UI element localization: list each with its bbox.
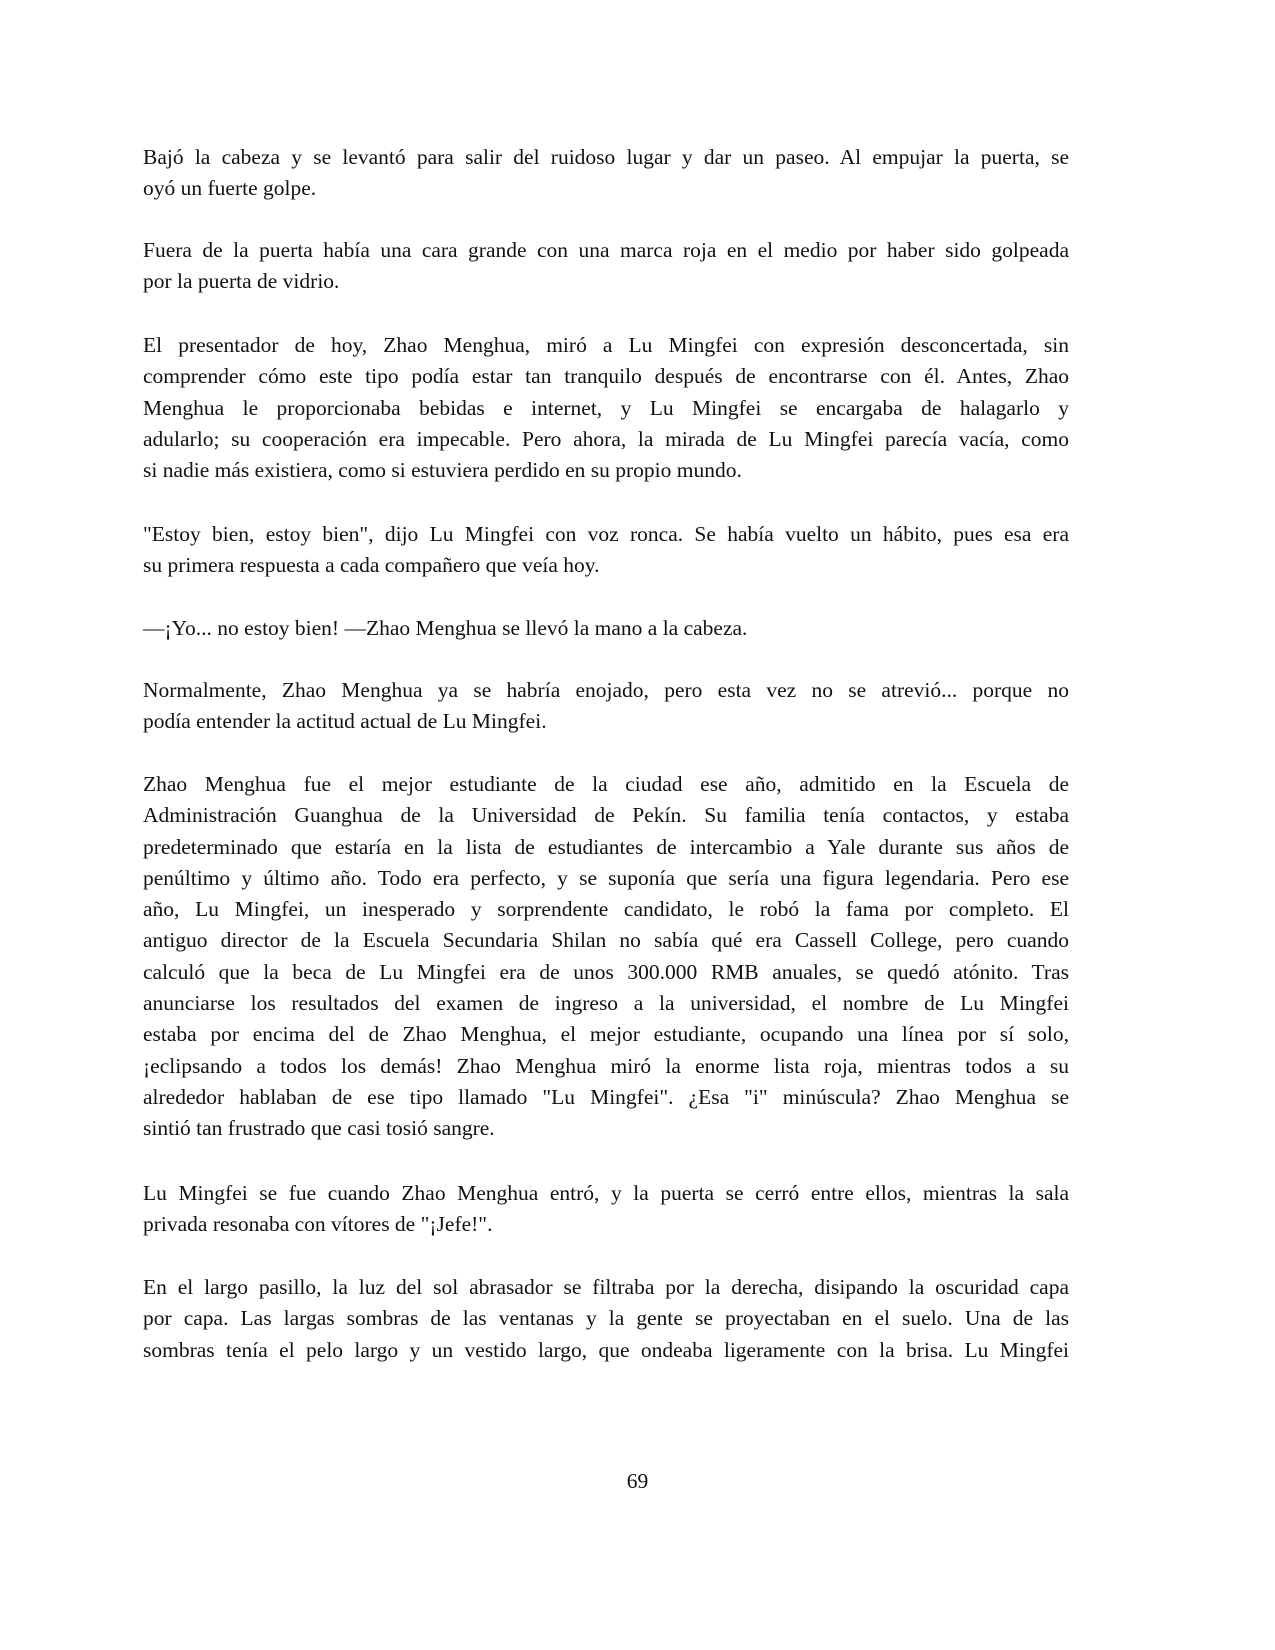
text-line: anunciarse los resultados del examen de ingreso a la universidad, el nombre de Lu Mingfei <box>143 991 1069 1016</box>
text-line: por la puerta de vidrio. <box>143 269 340 294</box>
text-line: Fuera de la puerta había una cara grande con una marca roja en el medio por haber sido golpeada <box>143 238 1069 262</box>
text-line: —¡Yo... no estoy bien! —Zhao Menghua se llevó la mano a la cabeza. <box>143 616 748 640</box>
text-line: "Estoy bien, estoy bien", dijo Lu Mingfei con voz ronca. Se había vuelto un hábito, pues esa era <box>143 522 1069 546</box>
text-line: si nadie más existiera, como si estuviera perdido en su propio mundo. <box>143 458 742 483</box>
text-line: calculó que la beca de Lu Mingfei era de unos 300.000 RMB anuales, se quedó atónito. Tras <box>143 959 1069 984</box>
text-line: Lu Mingfei se fue cuando Zhao Menghua entró, y la puerta se cerró entre ellos, mientras la sala <box>143 1181 1069 1205</box>
paragraph <box>143 235 1069 298</box>
text-line: Menghua le proporcionaba bebidas e internet, y Lu Mingfei se encargaba de halagarlo y <box>143 395 1069 420</box>
paragraph <box>143 519 1069 582</box>
text-line: su primera respuesta a cada compañero que veía hoy. <box>143 553 600 578</box>
page-number: 69 <box>626 1469 649 1493</box>
text-line: oyó un fuerte golpe. <box>143 176 317 201</box>
text-line: En el largo pasillo, la luz del sol abrasador se filtraba por la derecha, disipando la oscuridad capa <box>143 1275 1069 1299</box>
text-line: comprender cómo este tipo podía estar tan tranquilo después de encontrarse con él. Antes, Zhao <box>143 364 1069 389</box>
paragraph <box>143 142 1069 205</box>
paragraph <box>143 1178 1069 1241</box>
text-line: El presentador de hoy, Zhao Menghua, miró a Lu Mingfei con expresión desconcertada, sin <box>143 333 1069 357</box>
text-line: ¡eclipsando a todos los demás! Zhao Menghua miró la enorme lista roja, mientras todos a su <box>143 1053 1069 1078</box>
text-line: Bajó la cabeza y se levantó para salir del ruidoso lugar y dar un paseo. Al empujar la puerta, se <box>143 145 1069 169</box>
paragraph <box>143 769 1069 1145</box>
text-line: adularlo; su cooperación era impecable. Pero ahora, la mirada de Lu Mingfei parecía vacía, como <box>143 426 1069 451</box>
text-line: año, Lu Mingfei, un inesperado y sorprendente candidato, le robó la fama por completo. El <box>143 897 1069 922</box>
text-line: Administración Guanghua de la Universidad de Pekín. Su familia tenía contactos, y estaba <box>143 803 1069 828</box>
text-line: podía entender la actitud actual de Lu Mingfei. <box>143 709 547 734</box>
paragraph <box>143 330 1069 486</box>
text-line: sombras tenía el pelo largo y un vestido largo, que ondeaba ligeramente con la brisa. Lu Mingfei <box>143 1337 1069 1362</box>
paragraph <box>143 675 1069 738</box>
text-line: predeterminado que estaría en la lista de estudiantes de intercambio a Yale durante sus años de <box>143 834 1069 859</box>
text-line: por capa. Las largas sombras de las ventanas y la gente se proyectaban en el suelo. Una de las <box>143 1306 1069 1331</box>
paragraph <box>143 1272 1069 1366</box>
text-line: antiguo director de la Escuela Secundaria Shilan no sabía qué era Cassell College, pero cuando <box>143 928 1069 953</box>
text-line: alrededor hablaban de ese tipo llamado "Lu Mingfei". ¿Esa "i" minúscula? Zhao Menghua se <box>143 1084 1069 1109</box>
text-line: penúltimo y último año. Todo era perfecto, y se suponía que sería una figura legendaria. Pero ese <box>143 865 1069 890</box>
text-line: sintió tan frustrado que casi tosió sangre. <box>143 1116 495 1141</box>
text-line: privada resonaba con vítores de "¡Jefe!". <box>143 1212 493 1237</box>
text-line: Normalmente, Zhao Menghua ya se habría enojado, pero esta vez no se atrevió... porque no <box>143 678 1069 702</box>
paragraph <box>143 613 1069 644</box>
text-line: estaba por encima del de Zhao Menghua, el mejor estudiante, ocupando una línea por sí solo, <box>143 1022 1069 1047</box>
text-line: Zhao Menghua fue el mejor estudiante de la ciudad ese año, admitido en la Escuela de <box>143 772 1069 796</box>
